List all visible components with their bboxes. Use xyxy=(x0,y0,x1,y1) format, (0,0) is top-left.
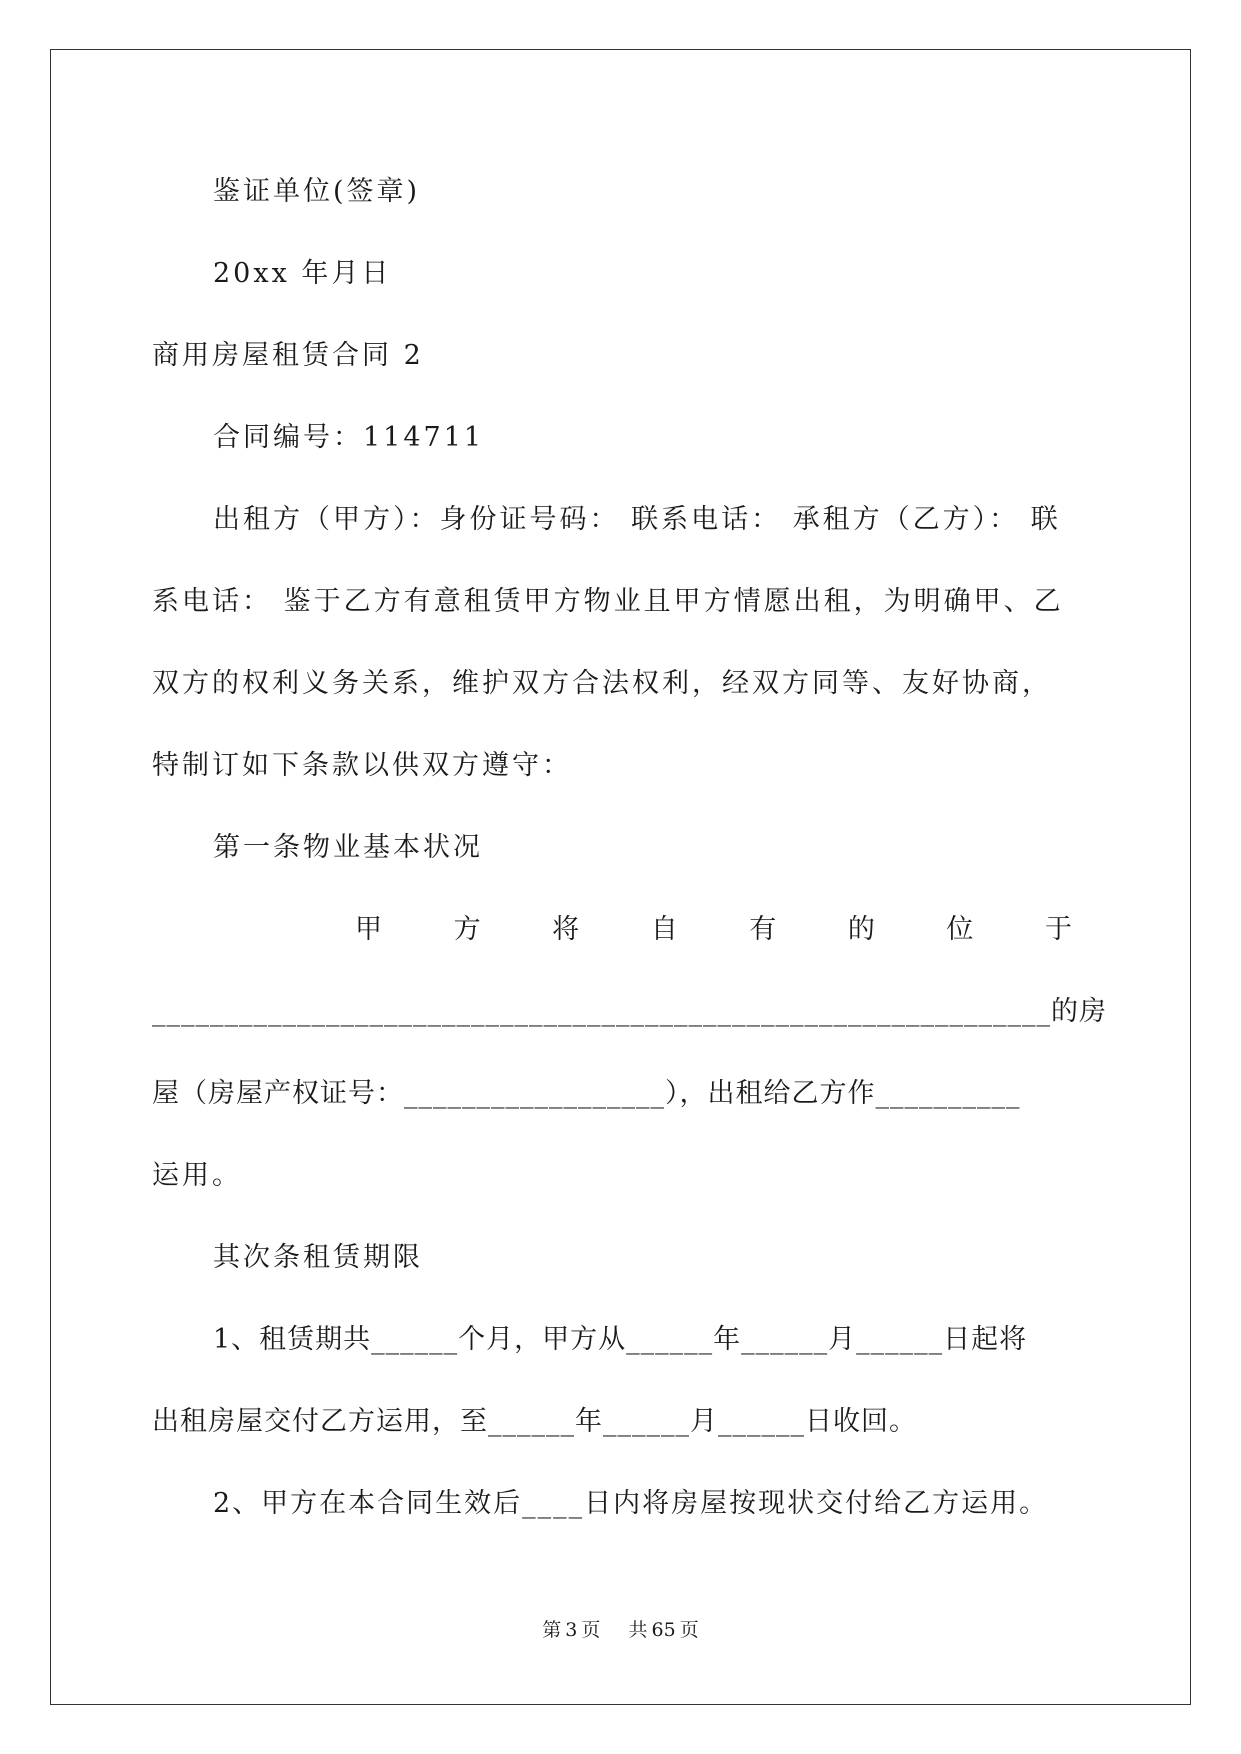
page-number: 3 xyxy=(565,1619,578,1641)
property-location-line: ______________________________________________________________的房 xyxy=(152,996,1107,1027)
article-1-heading: 第一条物业基本状况 xyxy=(213,832,483,863)
total-label-suffix: 页 xyxy=(679,1619,699,1641)
property-cert-line: 屋（房屋产权证号：__________________），出租给乙方作__________ xyxy=(152,1078,1021,1109)
spread-char: 于 xyxy=(1044,914,1075,945)
lease-term-line-1: 1、租赁期共______个月，甲方从______年______月______日起将 xyxy=(213,1324,1028,1355)
spread-char: 位 xyxy=(946,914,977,945)
contract-title: 商用房屋租赁合同 2 xyxy=(152,340,424,371)
signature-line: 鉴证单位(签章) xyxy=(213,176,421,207)
spread-char: 甲 xyxy=(355,914,385,945)
page-label-prefix: 第 xyxy=(542,1619,562,1641)
spread-line xyxy=(355,912,1075,948)
page-frame xyxy=(50,49,1191,1705)
date-line: 20xx 年月日 xyxy=(213,258,392,289)
parties-line-1: 出租方（甲方）：身份证号码： 联系电话： 承租方（乙方）： 联 xyxy=(213,504,1061,535)
spread-char: 方 xyxy=(453,914,484,945)
total-label-prefix: 共 xyxy=(628,1619,648,1641)
article-2-heading: 其次条租赁期限 xyxy=(213,1242,423,1273)
lease-term-line-2: 出租房屋交付乙方运用，至______年______月______日收回。 xyxy=(152,1406,917,1437)
parties-line-4: 特制订如下条款以供双方遵守： xyxy=(152,750,572,781)
spread-char: 的 xyxy=(847,914,878,945)
spread-char: 将 xyxy=(552,914,583,945)
parties-line-2: 系电话： 鉴于乙方有意租赁甲方物业且甲方情愿出租，为明确甲、乙 xyxy=(152,586,1064,617)
contract-number: 合同编号：114711 xyxy=(213,422,485,453)
page-footer xyxy=(0,1615,1241,1642)
spread-char: 自 xyxy=(650,914,681,945)
page-label-suffix: 页 xyxy=(581,1619,601,1641)
parties-line-3: 双方的权利义务关系，维护双方合法权利，经双方同等、友好协商， xyxy=(152,668,1052,699)
spread-char: 有 xyxy=(749,914,780,945)
delivery-line: 2、甲方在本合同生效后____日内将房屋按现状交付给乙方运用。 xyxy=(213,1488,1049,1519)
property-use-line: 运用。 xyxy=(152,1160,242,1191)
total-pages: 65 xyxy=(651,1619,676,1641)
